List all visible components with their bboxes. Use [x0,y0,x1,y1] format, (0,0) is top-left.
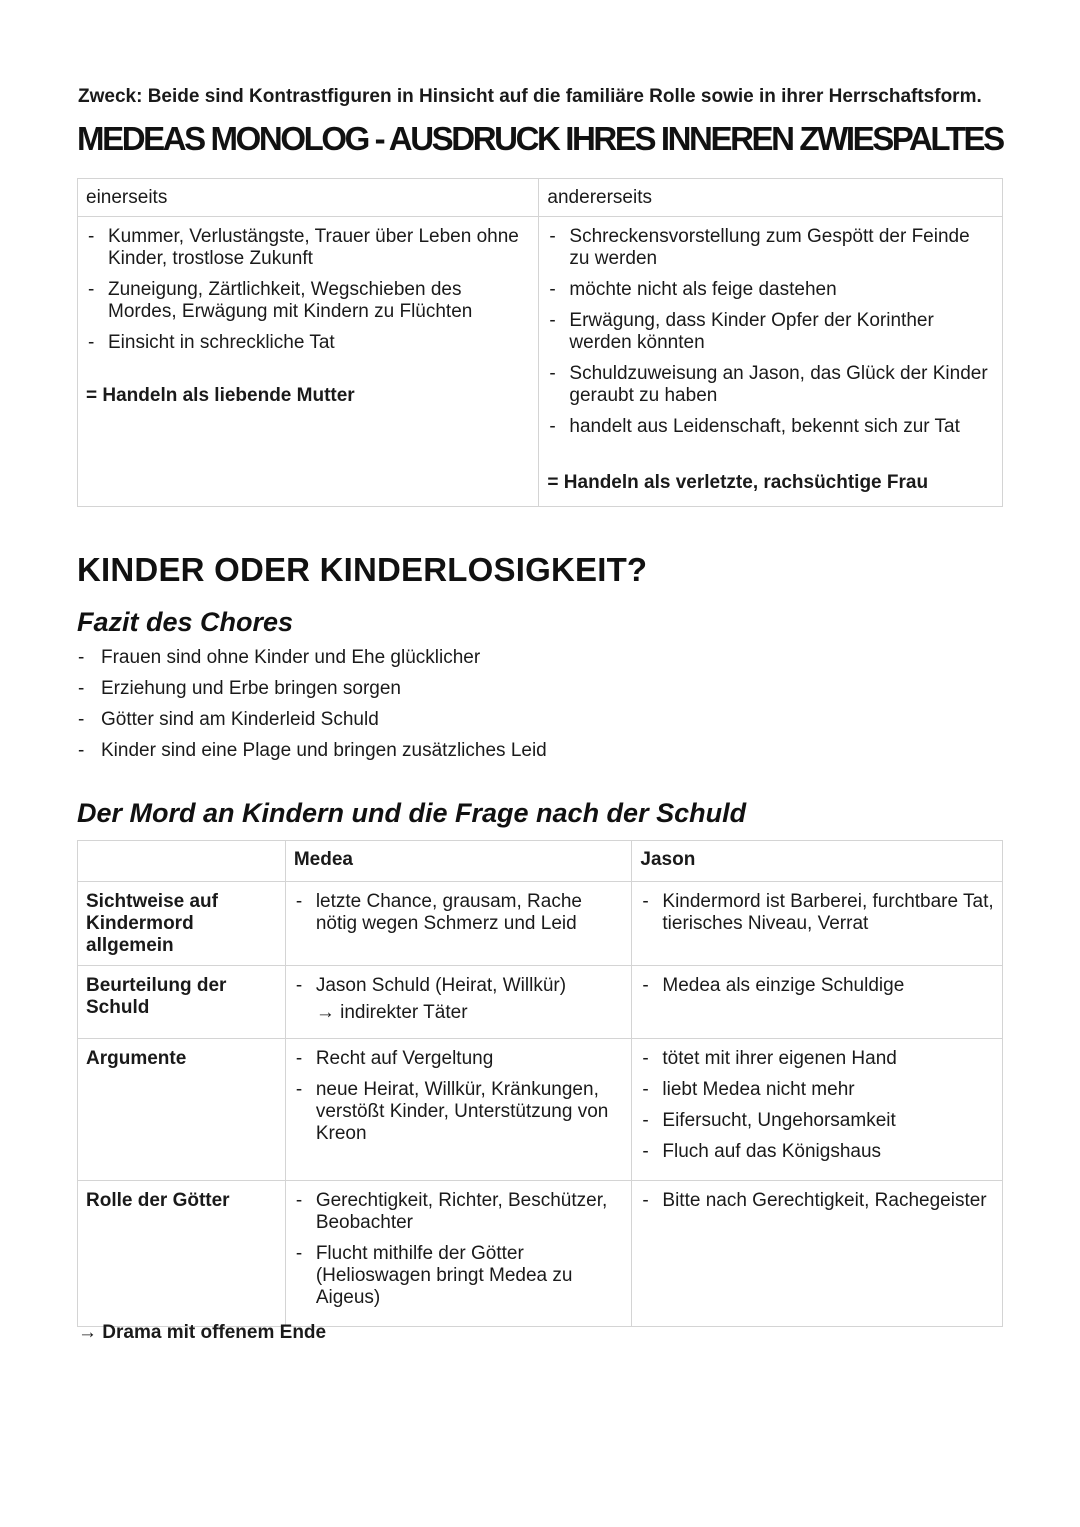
left-content-cell [78,217,539,507]
right-summary: = Handeln als verletzte, rachsüchtige Frau [547,472,929,493]
list-item: - Götter sind am Kinderleid Schuld [78,709,547,731]
list-item: - Zuneigung, Zärtlichkeit, Wegschieben des Mordes, Erwägung mit Kindern zu Flüchten [86,279,530,323]
monolog-table [77,178,1003,507]
left-header-cell: einerseits [78,179,539,217]
medea-list [294,975,624,997]
list-item: - letzte Chance, grausam, Rache nötig wegen Schmerz und Leid [294,891,624,935]
row-label: Argumente [78,1039,286,1181]
right-content-cell [539,217,1003,507]
conclusion: → Drama mit offenem Ende [78,1322,327,1343]
monolog-heading: MEDEAS MONOLOG - AUSDRUCK IHRES INNEREN ZWIESPALTES [77,120,1003,157]
medea-cell [285,1181,632,1327]
table-row [78,882,1003,966]
table-row [78,966,1003,1039]
medea-cell [285,1039,632,1181]
medea-list [294,1048,624,1145]
medea-cell [285,966,632,1039]
medea-header-cell: Medea [285,841,632,882]
list-item: - Schreckensvorstellung zum Gespött der Feinde zu werden [547,226,994,270]
mord-table [77,840,1003,1327]
jason-cell [632,882,1003,966]
mord-header-row [78,841,1003,882]
right-item-list [547,226,994,438]
jason-header-cell: Jason [632,841,1003,882]
table-row [78,1181,1003,1327]
medea-list [294,891,624,935]
row-label: Rolle der Götter [78,1181,286,1327]
list-item: - Eifersucht, Ungehorsamkeit [640,1110,994,1132]
list-item: - Jason Schuld (Heirat, Willkür) [294,975,624,997]
list-item: - Fluch auf das Königshaus [640,1141,994,1163]
list-item: - Kindermord ist Barberei, furchtbare Tat, tierisches Niveau, Verrat [640,891,994,935]
row-label: Sichtweise auf Kindermord allgemein [78,882,286,966]
list-item: - liebt Medea nicht mehr [640,1079,994,1101]
purpose-statement: Zweck: Beide sind Kontrastfiguren in Hinsicht auf die familiäre Rolle sowie in ihrer Herrschaftsform. [78,86,982,107]
list-item: - Erziehung und Erbe bringen sorgen [78,678,547,700]
medea-cell [285,882,632,966]
list-item: - neue Heirat, Willkür, Kränkungen, verstößt Kinder, Unterstützung von Kreon [294,1079,624,1145]
right-header-cell: andererseits [539,179,1003,217]
jason-list [640,891,994,935]
list-item: - Medea als einzige Schuldige [640,975,994,997]
list-item: - Frauen sind ohne Kinder und Ehe glücklicher [78,647,547,669]
jason-list [640,975,994,997]
list-item: - Bitte nach Gerechtigkeit, Rachegeister [640,1190,994,1212]
list-item: - handelt aus Leidenschaft, bekennt sich zur Tat [547,416,994,438]
list-item: - tötet mit ihrer eigenen Hand [640,1048,994,1070]
jason-cell [632,1039,1003,1181]
left-item-list [86,226,530,354]
list-item: - Erwägung, dass Kinder Opfer der Korinther werden könnten [547,310,994,354]
list-item: - Schuldzuweisung an Jason, das Glück der Kinder geraubt zu haben [547,363,994,407]
left-summary: = Handeln als liebende Mutter [86,385,355,406]
kinder-heading: KINDER ODER KINDERLOSIGKEIT? [77,551,648,588]
jason-list [640,1190,994,1212]
list-item: - Recht auf Vergeltung [294,1048,624,1070]
arrow-note: → indirekter Täter [315,1002,468,1023]
chor-subheading: Fazit des Chores [77,607,294,637]
row-label: Beurteilung der Schuld [78,966,286,1039]
jason-list [640,1048,994,1163]
list-item: - Flucht mithilfe der Götter (Helioswagen bringt Medea zu Aigeus) [294,1243,624,1309]
table-row [78,1039,1003,1181]
mord-subheading: Der Mord an Kindern und die Frage nach der Schuld [77,798,747,828]
list-item: - Gerechtigkeit, Richter, Beschützer, Beobachter [294,1190,624,1234]
chor-list [78,647,547,771]
monolog-header-row [78,179,1003,217]
empty-header-cell [78,841,286,882]
monolog-content-row [78,217,1003,507]
list-item: - Kummer, Verlustängste, Trauer über Leben ohne Kinder, trostlose Zukunft [86,226,530,270]
jason-cell [632,1181,1003,1327]
list-item: - möchte nicht als feige dastehen [547,279,994,301]
medea-list [294,1190,624,1309]
list-item: - Einsicht in schreckliche Tat [86,332,530,354]
list-item: - Kinder sind eine Plage und bringen zusätzliches Leid [78,740,547,762]
jason-cell [632,966,1003,1039]
